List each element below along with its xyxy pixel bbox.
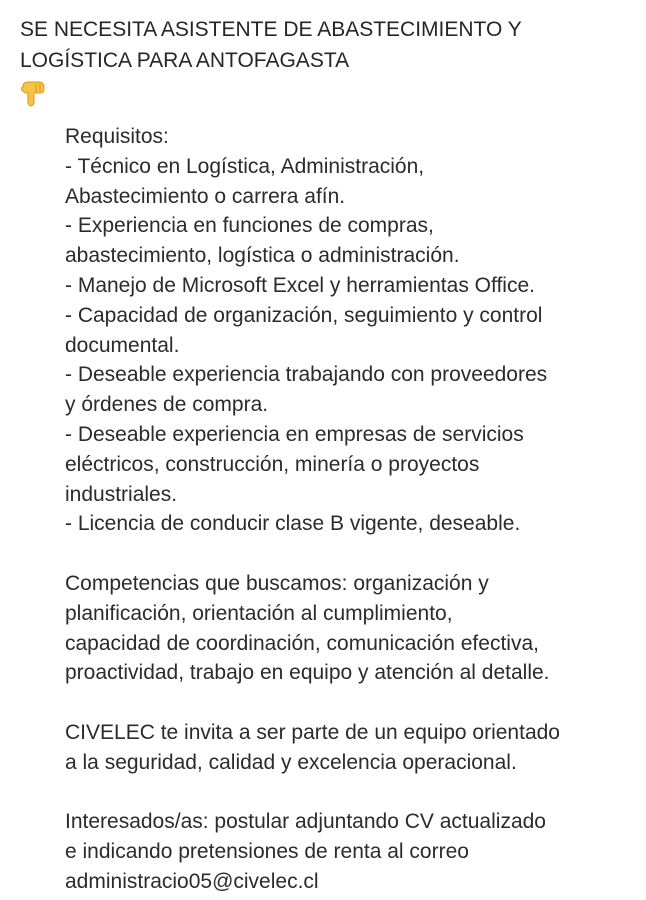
requirement-line: - Técnico en Logística, Administración, <box>65 154 425 178</box>
requirement-line: y órdenes de compra. <box>65 393 269 417</box>
title-line: LOGÍSTICA PARA ANTOFAGASTA <box>20 49 350 72</box>
requirement-line: abastecimiento, logística o administración. <box>65 244 460 268</box>
requirement-line: - Deseable experiencia en empresas de servicios <box>65 422 524 446</box>
requirement-line: industriales. <box>65 482 178 506</box>
requirement-line: - Deseable experiencia trabajando con proveedores <box>65 363 548 387</box>
title-line: SE NECESITA ASISTENTE DE ABASTECIMIENTO Y <box>20 18 522 41</box>
paragraph-gap <box>65 688 640 718</box>
competencies-line: planificación, orientación al cumplimiento, <box>65 601 453 625</box>
post-title <box>20 14 630 76</box>
backhand-index-pointing-down-icon <box>20 80 48 108</box>
competencies-line: Competencias que buscamos: organización y <box>65 571 489 595</box>
invite-line: a la seguridad, calidad y excelencia operacional. <box>65 750 517 774</box>
paragraph-gap <box>65 539 640 569</box>
paragraph-gap <box>65 778 640 808</box>
requirement-line: - Licencia de conducir clase B vigente, deseable. <box>65 512 521 536</box>
post-body <box>65 122 640 897</box>
invite-line: CIVELEC te invita a ser parte de un equipo orientado <box>65 720 560 744</box>
requirement-line: eléctricos, construcción, minería o proyectos <box>65 452 480 476</box>
requirements-heading: Requisitos: <box>65 125 169 148</box>
requirement-line: Abastecimiento o carrera afín. <box>65 184 346 208</box>
apply-line: Interesados/as: postular adjuntando CV actualizado <box>65 810 546 834</box>
requirement-line: - Capacidad de organización, seguimiento y control <box>65 303 543 327</box>
apply-line: e indicando pretensiones de renta al correo <box>65 840 469 864</box>
requirement-line: - Manejo de Microsoft Excel y herramientas Office. <box>65 273 535 297</box>
requirement-line: - Experiencia en funciones de compras, <box>65 214 434 238</box>
contact-email[interactable]: administracio05@civelec.cl <box>65 869 319 893</box>
competencies-line: proactividad, trabajo en equipo y atención al detalle. <box>65 661 550 685</box>
competencies-line: capacidad de coordinación, comunicación efectiva, <box>65 631 539 655</box>
requirement-line: documental. <box>65 333 180 357</box>
